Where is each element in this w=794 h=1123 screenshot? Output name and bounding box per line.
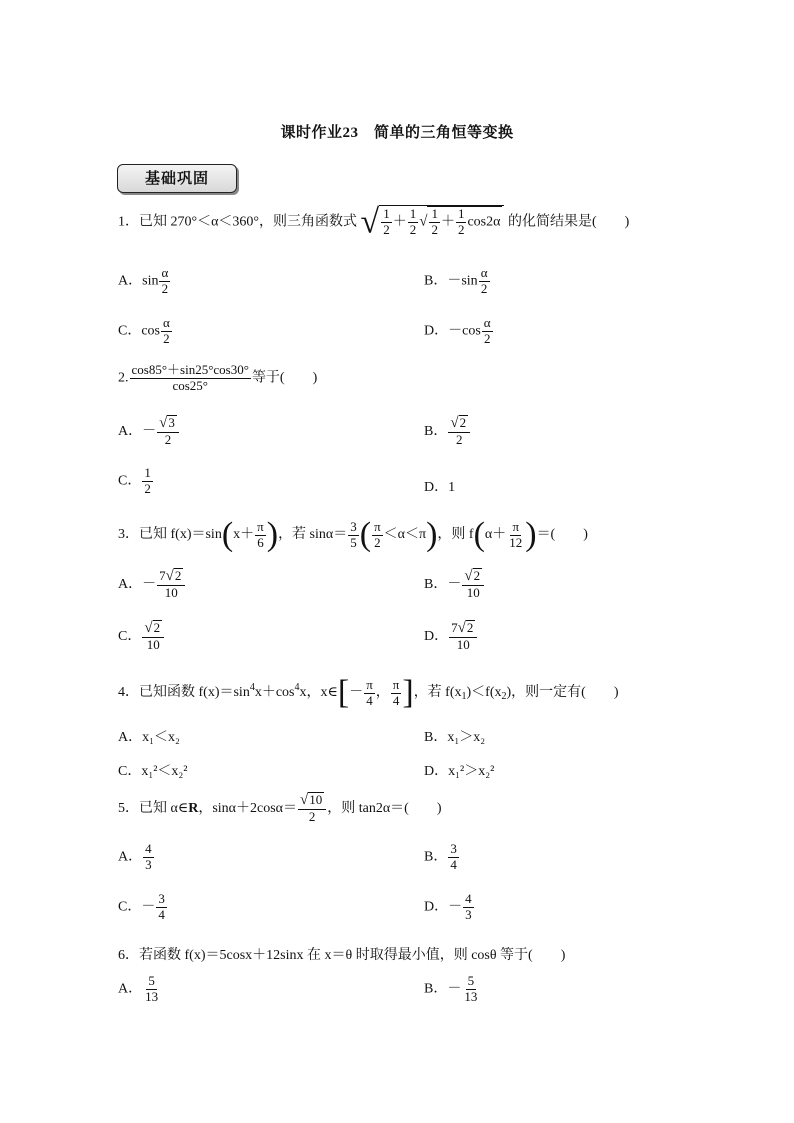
q3-option-b[interactable]: B．－ $\frac{√2}{10}$ xyxy=(424,568,485,601)
question-6: 6．若函数 f(x)＝5cosx＋12sinx 在 x＝θ 时取得最小值，则 cosθ 等于( ) xyxy=(118,948,566,963)
q4-option-c[interactable]: C．x₁²＜x₂² xyxy=(118,764,188,779)
q3-option-d[interactable]: D． $\frac{7√2}{10}$ xyxy=(424,620,478,653)
question-5: 5．已知 α∈R，sinα＋2cosα＝ $\frac{√10}{2}$ ，则 tan2α＝( ) xyxy=(118,792,442,825)
q2-option-b[interactable]: B． $\frac{√2}{2}$ xyxy=(424,415,471,448)
radical-sign: √ xyxy=(360,203,380,241)
q1-option-c[interactable]: C．cos $\frac{\alpha}{2}$ xyxy=(118,315,170,346)
question-1 xyxy=(118,205,629,239)
q3-option-a[interactable]: A．－ $\frac{7√2}{10}$ xyxy=(118,568,186,601)
q2-option-a[interactable]: A．－ $\frac{√3}{2}$ xyxy=(118,415,180,448)
q5-option-a[interactable]: A． $\frac{4}{3}$ xyxy=(118,841,152,872)
q1-expression: $\frac{1}{2}$ ＋ $\frac{1}{2}$ √ $\frac{1}{2}$ ＋ $\frac{1}{2}$ cos2α xyxy=(379,205,504,238)
q6-option-a[interactable]: A． $\frac{5}{13}$ xyxy=(118,973,159,1004)
q5-option-b[interactable]: B． $\frac{3}{4}$ xyxy=(424,841,457,872)
q1-option-b[interactable]: B．－sin $\frac{\alpha}{2}$ xyxy=(424,265,488,296)
page-title: 课时作业23 简单的三角恒等变换 xyxy=(280,125,514,141)
question-4: 4．已知函数 $f(x)=\sin^4x+\cos^4x$，x∈[－ $\frac{\pi}{4}$ ， $\frac{\pi}{4}$ ]，若 $f(x_1)<f(x_2)$，则一定有( ) xyxy=(118,674,619,711)
question-3: 3．已知 f(x)＝sin(x＋ $\frac{\pi}{6}$ )，若 sinα＝ $\frac{3}{5}$ ( $\frac{\pi}{2}$ ＜α＜π)，则 f(α＋ $\frac{\pi}{12}$ )＝( ) xyxy=(118,516,588,553)
q2-option-d[interactable]: D．1 xyxy=(424,480,456,495)
section-badge: 基础巩固 xyxy=(117,164,237,193)
q4-option-b[interactable]: B．x₁＞x₂ xyxy=(424,730,486,745)
q5-option-c[interactable]: C．－ $\frac{3}{4}$ xyxy=(118,891,165,922)
q1-option-d[interactable]: D．－cos $\frac{\alpha}{2}$ xyxy=(424,315,491,346)
q2-option-c[interactable]: C． $\frac{1}{2}$ xyxy=(118,465,151,496)
q4-option-d[interactable]: D．x₁²＞x₂² xyxy=(424,764,495,779)
question-2: 2. $\frac{\cos 85^\circ+\sin 25^\circ\cos 30^\circ}{\cos 25^\circ}$ 等于( ) xyxy=(118,362,318,393)
q1-tail: 的化简结果是( ) xyxy=(507,214,630,230)
q6-option-b[interactable]: B．－ $\frac{5}{13}$ xyxy=(424,973,478,1004)
q4-option-a[interactable]: A．x₁＜x₂ xyxy=(118,730,180,745)
q1-option-a[interactable]: A．sin $\frac{\alpha}{2}$ xyxy=(118,265,169,296)
q5-option-d[interactable]: D．－ $\frac{4}{3}$ xyxy=(424,891,472,922)
q1-lead: 1．已知 270°＜α＜360°，则三角函数式 xyxy=(118,214,358,230)
q3-option-c[interactable]: C． $\frac{√2}{10}$ xyxy=(118,620,165,653)
